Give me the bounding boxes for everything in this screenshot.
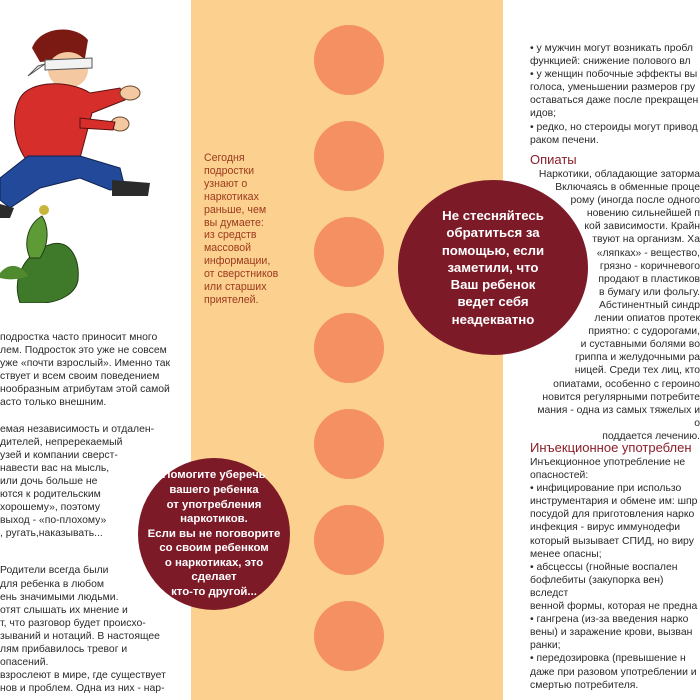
- left-paragraph-parents: Родители всегда были для ребенка в любом ень значимыми людьми. отят слышать их мнение и т, что разговор будет происхо- зываний и нотаций. В настоящее лям прибавилось тревог и опасений. взрослеют в мире, где существует нов и проблем. Одна из них - нар-: [0, 565, 166, 695]
- decorative-dot: [314, 217, 384, 287]
- left-paragraph-independence: емая независимость и отдален- дителей, непререкаемый узей и компании сверст- навести вас на мысль, или дочь больше не ются к родительским хорошему», поэтому выход - «по-плохому» , ругать,наказывать...: [0, 423, 155, 540]
- opiates-section: [530, 168, 700, 443]
- decorative-dot: [314, 25, 384, 95]
- injection-heading: Инъекционное употреблен: [530, 440, 692, 455]
- ask-for-help-bubble-text: Не стесняйтесь обратиться за помощью, если заметили, что Ваш ребенок ведет себя неадекватно: [441, 208, 545, 327]
- running-boy-illustration: [0, 18, 165, 303]
- opiates-heading: Опиаты: [530, 152, 577, 167]
- injection-text: Инъекционное употребление не опасностей: • инфицирование при использо инструментария и обмене им: шпр посудой для приготовления нарко инфекция - вирус иммунодефи который вызывает СПИД, но виру менее опасны; • абсцессы (гнойные воспален бофлебиты (закупорка вен) вследст венной формы, которая не предна • гангрена (из-за введения нарко вены) и заражение крови, вызван ранки; • передозировка (превышение н даже при разовом употреблении и смертью потребителя.: [530, 457, 698, 691]
- decorative-dot: [314, 601, 384, 671]
- injection-section: [530, 456, 700, 692]
- left-paragraph-adolescence: подростка часто приносит много лем. Подросток это уже не совсем уже «почти взрослый». Именно так ствует и всем своим поведением нообразным атрибутам этой самой асто только внешним.: [0, 332, 171, 409]
- center-quote: Сегодня подростки узнают о наркотиках раньше, чем вы думаете: из средств массовой информации, от сверстников или старших приятелей.: [204, 152, 279, 306]
- decorative-dot: [314, 121, 384, 191]
- help-bubble: [138, 458, 290, 610]
- decorative-dot: [314, 505, 384, 575]
- decorative-dot: [314, 409, 384, 479]
- decorative-dot: [314, 313, 384, 383]
- help-bubble-text: Помогите уберечь вашего ребенка от употребления наркотиков. Если вы не поговорите со своим ребенком о наркотиках, это сделает кто-то другой...: [147, 469, 281, 599]
- steroids-text: • у мужчин могут возникать пробл функцией: снижение полового вл • у женщин побочные эффекты вы голоса, уменьшении размеров гру оставаться даже после прекращен идов; • редко, но стероиды могут привод раком печени.: [530, 43, 699, 146]
- opiates-text: Наркотики, обладающие затормa Включаясь в обменные проце рому (иногда после одного новению сильнейшей п кой зависимости. Крайн твуют на организм. Ха «ляпках» - вещество, грязно - коричневого продают в пластиков в бумагу или фольгу. Абстинентный синдр лении опиатов протек приятно: с судорогами, и суставными болями во гриппа и желудочными ра ницей. Среди тех лиц, кто опиатами, особенно с героино новится регулярными потребите мания - одна из самых тяжелых и о поддается лечению.: [537, 169, 700, 442]
- steroids-section: [530, 42, 700, 147]
